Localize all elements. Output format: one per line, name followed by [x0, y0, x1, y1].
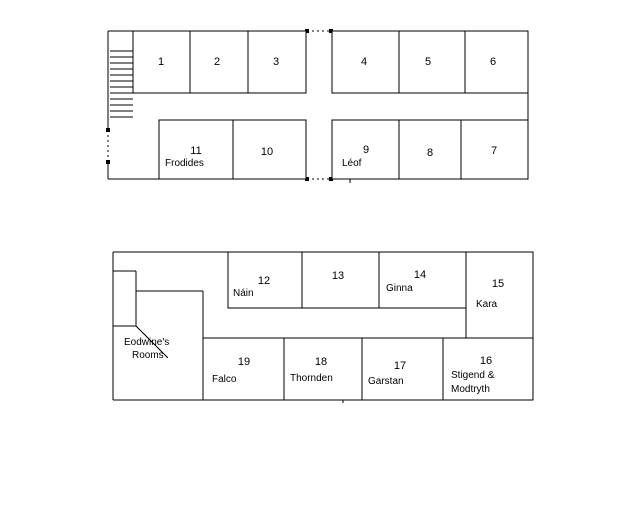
room-19: [203, 338, 284, 400]
room-number: 8: [426, 147, 434, 159]
room-number: 7: [490, 145, 498, 157]
room-number: 1: [157, 56, 165, 68]
room-number: 10: [260, 146, 274, 158]
occupant-name: Falco: [212, 374, 237, 385]
occupant-name: Stigend &: [451, 370, 495, 381]
room-13: [302, 252, 379, 308]
room-15: [466, 252, 533, 338]
room-number: 18: [314, 356, 328, 368]
staircase: [110, 51, 133, 117]
occupant-name: Náin: [233, 288, 254, 299]
room-17: [362, 338, 443, 400]
room-16: [443, 338, 533, 400]
occupant-name: Léof: [342, 158, 362, 169]
room-number: 16: [479, 355, 493, 367]
room-12: [228, 252, 302, 308]
room-9: [332, 120, 399, 179]
occupant-name: Kara: [476, 299, 498, 310]
room-10: [233, 120, 306, 179]
occupant-name: Thornden: [290, 373, 333, 384]
door-post: [106, 160, 110, 164]
occupant-name: Garstan: [368, 376, 404, 387]
room-number: 4: [360, 56, 368, 68]
room-number: 13: [331, 270, 345, 282]
eodwines-rooms: [113, 271, 203, 400]
room-number: 14: [413, 269, 427, 281]
room-4: [332, 31, 399, 93]
suite-label: Rooms: [132, 350, 164, 361]
occupant-name: Ginna: [386, 283, 413, 294]
suite-label: Eodwine's: [124, 337, 170, 348]
upper-floor-plan: [106, 29, 528, 183]
room-7: [461, 120, 528, 179]
occupant-name: Frodides: [165, 158, 204, 169]
room-18: [284, 338, 362, 400]
room-number: 5: [424, 56, 432, 68]
room-2: [190, 31, 248, 93]
room-number: 6: [489, 56, 497, 68]
room-number: 11: [190, 145, 202, 157]
room-number: 15: [491, 278, 505, 290]
door-post: [106, 128, 110, 132]
room-8: [399, 120, 461, 179]
room-14: [379, 252, 466, 308]
room-number: 19: [237, 356, 251, 368]
room-3: [248, 31, 306, 93]
room-number: 2: [213, 56, 221, 68]
room-6: [465, 31, 528, 93]
room-number: 3: [272, 56, 280, 68]
room-number: 17: [393, 360, 407, 372]
room-1: [133, 31, 190, 93]
room-11: [159, 120, 233, 179]
room-5: [399, 31, 465, 93]
occupant-name: Modtryth: [451, 384, 490, 395]
lower-floor-plan: [113, 252, 533, 403]
room-number: 9: [362, 144, 370, 156]
room-number: 12: [257, 275, 271, 287]
